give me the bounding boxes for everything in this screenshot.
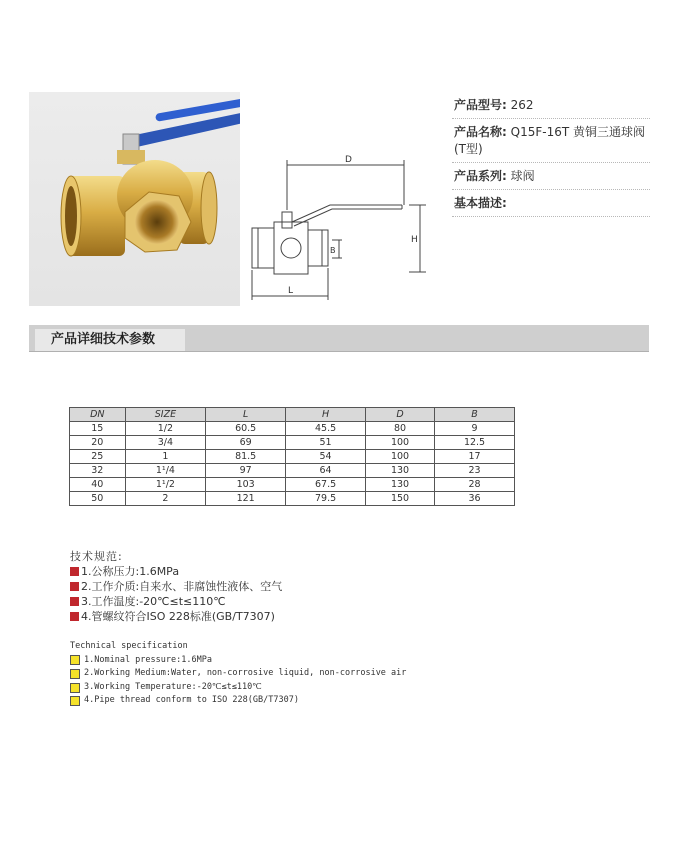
spec-cn-title: 技术规范: [70, 550, 123, 563]
table-cell: 64 [286, 464, 366, 478]
table-cell: 1/2 [125, 422, 206, 436]
spec-en-item: 1.Nominal pressure:1.6MPa [84, 654, 212, 665]
spec-en-item: 3.Working Temperature:-20℃≤t≤110℃ [84, 681, 262, 692]
table-cell: 45.5 [286, 422, 366, 436]
table-row [70, 464, 515, 478]
table-cell: 130 [366, 464, 435, 478]
spec-cn-item: 2.工作介质:自来水、非腐蚀性液体、空气 [81, 580, 283, 593]
table-cell: 36 [435, 492, 515, 506]
table-cell: 2 [125, 492, 206, 506]
table-cell: 121 [206, 492, 286, 506]
spec-en-block [70, 640, 406, 708]
product-model-row [452, 92, 650, 119]
red-square-bullet-icon [70, 567, 79, 576]
list-item [70, 654, 406, 668]
table-cell: 103 [206, 478, 286, 492]
table-cell: 9 [435, 422, 515, 436]
dim-label-h: H [411, 235, 418, 245]
table-cell: 60.5 [206, 422, 286, 436]
list-item [70, 667, 406, 681]
spec-cn-item: 3.工作温度:-20℃≤t≤110℃ [81, 595, 226, 608]
table-cell: 40 [70, 478, 126, 492]
yellow-square-bullet-icon [70, 669, 80, 679]
table-cell: 79.5 [286, 492, 366, 506]
table-row [70, 436, 515, 450]
product-desc-row [452, 190, 650, 217]
table-cell: 100 [366, 436, 435, 450]
red-square-bullet-icon [70, 612, 79, 621]
table-header-cell: L [206, 408, 286, 422]
table-cell: 80 [366, 422, 435, 436]
table-cell: 12.5 [435, 436, 515, 450]
table-row [70, 450, 515, 464]
table-cell: 28 [435, 478, 515, 492]
table-cell: 51 [286, 436, 366, 450]
dim-label-b: B [330, 246, 336, 255]
table-cell: 15 [70, 422, 126, 436]
table-header-cell: SIZE [125, 408, 206, 422]
table-row [70, 422, 515, 436]
table-row [70, 478, 515, 492]
table-cell: 1¹/2 [125, 478, 206, 492]
valve-schematic-svg [244, 150, 434, 310]
list-item [70, 594, 282, 609]
table-cell: 81.5 [206, 450, 286, 464]
dimension-drawing [244, 150, 434, 310]
table-header-cell: B [435, 408, 515, 422]
table-cell: 69 [206, 436, 286, 450]
product-series-label: 产品系列: [454, 169, 507, 183]
product-model-label: 产品型号: [454, 98, 507, 112]
spec-cn-item: 4.管螺纹符合ISO 228标准(GB/T7307) [81, 610, 275, 623]
table-cell: 3/4 [125, 436, 206, 450]
list-item [70, 694, 406, 708]
table-cell: 54 [286, 450, 366, 464]
spec-cn-item: 1.公称压力:1.6MPa [81, 565, 180, 578]
dim-label-d: D [345, 155, 352, 165]
list-item [70, 681, 406, 695]
table-cell: 50 [70, 492, 126, 506]
product-name-row [452, 119, 650, 163]
table-cell: 100 [366, 450, 435, 464]
table-cell: 20 [70, 436, 126, 450]
list-item [70, 609, 282, 624]
brass-valve-image [29, 92, 240, 306]
spec-en-item: 2.Working Medium:Water, non-corrosive liquid, non-corrosive air [84, 668, 407, 679]
spec-cn-block [70, 549, 282, 624]
table-header-cell: D [366, 408, 435, 422]
section-title: 产品详细技术参数 [35, 329, 185, 351]
product-info [452, 92, 650, 217]
table-header-cell: DN [70, 408, 126, 422]
yellow-square-bullet-icon [70, 696, 80, 706]
product-model-value: 262 [510, 98, 534, 112]
table-cell: 23 [435, 464, 515, 478]
dim-label-l: L [288, 286, 294, 296]
spec-table [69, 407, 515, 506]
red-square-bullet-icon [70, 582, 79, 591]
table-cell: 150 [366, 492, 435, 506]
product-name-value: Q15F-16T 黄铜三通球阀(T型) [454, 125, 646, 156]
table-cell: 67.5 [286, 478, 366, 492]
table-header-row [70, 408, 515, 422]
product-series-value: 球阀 [510, 169, 535, 183]
product-photo [29, 92, 240, 306]
table-cell: 97 [206, 464, 286, 478]
product-name-label: 产品名称: [454, 125, 507, 139]
table-cell: 1 [125, 450, 206, 464]
red-square-bullet-icon [70, 597, 79, 606]
table-header-cell: H [286, 408, 366, 422]
product-series-row [452, 163, 650, 190]
table-row [70, 492, 515, 506]
table-cell: 1¹/4 [125, 464, 206, 478]
table-cell: 32 [70, 464, 126, 478]
list-item [70, 564, 282, 579]
yellow-square-bullet-icon [70, 683, 80, 693]
spec-en-item: 4.Pipe thread conform to ISO 228(GB/T7307) [84, 695, 299, 706]
table-cell: 130 [366, 478, 435, 492]
spec-en-title: Technical specification [70, 641, 188, 651]
table-cell: 17 [435, 450, 515, 464]
section-header-bar [29, 325, 649, 352]
product-desc-label: 基本描述: [454, 196, 507, 210]
table-cell: 25 [70, 450, 126, 464]
list-item [70, 579, 282, 594]
yellow-square-bullet-icon [70, 655, 80, 665]
